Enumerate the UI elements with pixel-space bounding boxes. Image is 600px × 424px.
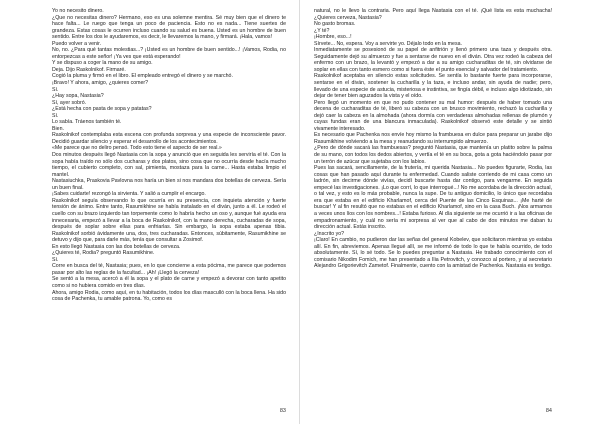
paragraph: Sí. bbox=[52, 112, 59, 119]
paragraph: Raskolnikof aceptaba en silencio estas solicitudes. Se sentía lo bastante fuerte para incorporarse, sentarse en el diván, sostener la cucharilla y la taza, e incluso andar, sin ayuda de nadie; pero, llevado de una especie de astucia, misteriosa e instintiva, se fingía débil, e incluso algo idiotizado, sin dejar de tener bien aguzados la vista y el oído. bbox=[314, 73, 552, 100]
left-page-number: 83 bbox=[279, 408, 286, 414]
paragraph: ¡Sabes cuidarte! rezongó la sirvienta. Y salió a cumplir el encargo. bbox=[52, 191, 206, 198]
paragraph: Inmediatamente se posesionó de su papel de anfitrión y llenó primero una taza y después otra. Seguidamente dejó su almuerzo y fue a sentarse de nuevo en el diván. Otra vez rodeó la cabeza del enfermo con un brazo, la levantó y empezó a dar a su amigo cucharaditas de té, sin olvidarse de soplar en ellas con tanto esmero como si fuera éste el punto esencial y salvador del tratamiento. bbox=[314, 47, 552, 73]
paragraph: Nastasiuchka, Praskovia Pavlovna nos haría un bien si nos mandara dos botellas de cerveza. Sería un buen final. bbox=[52, 178, 286, 191]
paragraph: Y se dispuso a coger la mano de su amigo. bbox=[52, 60, 153, 67]
paragraph: ¿Y té? bbox=[314, 27, 330, 34]
paragraph: ¡Claro! En cambio, no pudieron dar las señas del general Kobelev, que solicitaron mientras yo estaba allí. En fin, abreviemos. Apenas llegué allí, se me informó de todo lo que te había ocurrido, de todo absolutamente. Sí, lo sé todo. Se lo puedes preguntar a Nastasia. He trabado conocimiento con el comisario Nikodim Fomich, me han presentado a Ilia Petrovitch, y conozco al portero, y al secretario Alejandro Grigorievitch Zametof. Finalmente, cuento con la amistad de Pachenka. Nastasia es testigo. bbox=[314, 237, 552, 270]
paragraph: Yo no necesito dinero. bbox=[52, 8, 104, 14]
paragraph: «Me parece que no deliro pensó. Todo esto tiene el aspecto de ser real.» bbox=[52, 145, 222, 152]
paragraph: ¿Está hecha con pasta de sopa y patatas? bbox=[52, 106, 152, 113]
paragraph: ¿Hay sopa, Nastasia? bbox=[52, 93, 104, 100]
paragraph: Pues las sacará, sencillamente, de la frutería, mi querida Nastasia... No puedes figurarte, Rodia, las cosas que han pasado aquí durante tu enfermedad. Cuando saliste corriendo de mi casa como un ladrón, sin decirme dónde vivías, decidí buscarte hasta dar contigo, para vengarme. En seguida empecé las investigaciones. ¡Lo que corrí, lo que interrogué...! No me acordaba de la dirección actual, o tal vez, y esto es lo más probable, nunca la supe. De tu antiguo domicilio, lo único que recordaba era que estaba en el edificio Kharlamof, cerca del Puente de las Cinco Esquinas... ¡Me harté de buscar! Y al fin resultó que no estabas en el edificio Kharlamof, sino en la casa Buch. ¡Nos armamos a veces unos líos con los nombres...! Estaba furioso. Al día siguiente se me ocurrió ir a las oficinas de empadronamiento, y cuál no sería mi sorpresa al ver que al cabo de dos minutos me daban tu dirección actual. Estás inscrito. bbox=[314, 165, 552, 231]
paragraph: Sí. bbox=[52, 256, 59, 263]
paragraph: Ahora, amigo Rodia, como aquí, en tu habitación, todos los días masculló con la boca llena. Ha sido cosa de Pachenka, tu amable patrona. Yo, como es bbox=[52, 289, 286, 303]
paragraph: Se sentó a la mesa, acercó a él la sopa y el plato de carne y empezó a devorar con tanto apetito como si no hubiera comido en tres días. bbox=[52, 276, 286, 289]
paragraph: Lo sabía. Tráenos también té. bbox=[52, 119, 122, 126]
paragraph: ¿Que no necesitas dinero? Hermano, eso es una solemne mentira. Sé muy bien que el dinero te hace falta... Le ruego que tenga un poco de paciencia. Esto no es nada... Tiene suertes de grandeza. Estas cosas le ocurren incluso cuando su salud es buena. Usted es un hombre de buen sentido. Entre los dos le ayudaremos, es decir, le llevaremos la mano, y firmará. ¡Hala, vamos! bbox=[52, 14, 286, 41]
right-page-number: 84 bbox=[545, 408, 552, 414]
paragraph: Deja. Dijo Raskolnikof. Firmaré. bbox=[52, 66, 126, 73]
paragraph: Sírvete... No, espera. Voy a servirte yo. Déjalo todo en la mesa. bbox=[314, 40, 462, 47]
paragraph: ¡Bravo! Y ahora, amigo, ¿quieres comer? bbox=[52, 80, 149, 87]
paragraph: ¡Hombre, eso...! bbox=[314, 34, 352, 41]
paragraph: Puedo volver a venir. bbox=[52, 40, 102, 47]
paragraph: ¿Pero de dónde sacará las frambuesas? preguntó Nastasia, que mantenía un platito sobre la palma de su mano, con todos los dedos abiertos, y vertía el té en su boca, gota a gota haciéndolo pasar por un terrón de azúcar que sujetaba con los labios. bbox=[314, 145, 552, 165]
right-page-text bbox=[314, 8, 552, 400]
paragraph: No gasto bromas. bbox=[314, 21, 356, 28]
paragraph: Raskolnikof seguía observando lo que ocurría en su presencia, con inquieta atención y fuerte tensión de ánimo. Entre tanto, Rasumikhine se había instalado en el diván, junto a él. Le rodeó el cuello con su brazo izquierdo tan torpemente como lo habría hecho un oso y, aunque fué ayuda era innecesaria, empezó a llevar a la boca de Raskolnikof, con la mano derecha, cucharadas de sopa, después de soplar sobre ellas para enfriarlas. Sin embargo, la sopa estaba apenas tibia. Raskolnikof sorbió ávidamente una, dos, tres cucharadas. Entonces, súbitamente, Rasumikhine se detuvo y dijo que, para darle más, tenía que consultar a Zosimof. bbox=[52, 197, 286, 244]
paragraph: ¿Inscrito yo? bbox=[314, 230, 345, 237]
paragraph: Sí. bbox=[52, 86, 59, 93]
paragraph: natural, no le llevo la contraria. Pero aquí llega Nastasia con el té. ¡Qué lista es esta muchacha! ¿Quieres cerveza, Nastasia? bbox=[314, 8, 552, 21]
paragraph: Raskolnikof contemplaba esta escena con profunda sorpresa y una especie de inconsciente pavor. Decidió guardar silencio y esperar el desarrollo de los acontecimientos. bbox=[52, 132, 286, 145]
paragraph: Pero llegó un momento en que no pudo contener su mal humor: después de haber tomado una decena de cucharaditas de té, liberó su cabeza con un brusco movimiento, rechazó la cucharilla y dejó caer la cabeza en la almohada (ahora dormía con verdaderas almohadas rellenas de plumón y cuyas fundas eran de una blancura inmaculada). Raskolnikof observó este detalle y se sintió vivamente interesado. bbox=[314, 99, 552, 132]
paragraph: Bien. bbox=[52, 125, 64, 132]
paragraph: ¿Quieres té, Rodia? preguntó Rasumikhine. bbox=[52, 250, 155, 257]
paragraph: Sí, ayer sobró. bbox=[52, 99, 87, 106]
left-page-text bbox=[52, 8, 286, 400]
paragraph: Cogió la pluma y firmó en el libro. El empleado entregó el dinero y se marchó. bbox=[52, 73, 233, 80]
paragraph: Es necesario que Pachenka nos envíe hoy mismo la frambuesa en dulce para preparar un jarabe dijo Rasumikhine volviendo a la mesa y reanudando su interrumpido almuerzo. bbox=[314, 132, 552, 145]
right-page bbox=[300, 0, 600, 424]
paragraph: Corre en busca del té, Nastasia; pues, en lo que concierne a esta pócima, me parece que podemos pasar por alto las reglas de la facultad... ¡Ah! ¡Llegó la cerveza! bbox=[52, 263, 286, 276]
paragraph: En esto llegó Nastasia con las dos botellas de cerveza. bbox=[52, 243, 181, 250]
paragraph: Dos minutos después llegó Nastasia con la sopa y anunció que en seguida les serviría el té. Con la sopa había traído no sólo dos cucharas y dos platos, sino cosa que no ocurría desde hacía mucho tiempo, el cubierto completo, con sal, pimienta, mostaza para la carne... Hasta estaba limpio el mantel. bbox=[52, 152, 286, 178]
paragraph: No, no. ¿Para qué tantas molestias...? ¡Usted es un hombre de buen sentido...! ¡Vamos, Rodia, no entorpezcas a este señor! ¡Ya ves que está esperando! bbox=[52, 47, 286, 60]
